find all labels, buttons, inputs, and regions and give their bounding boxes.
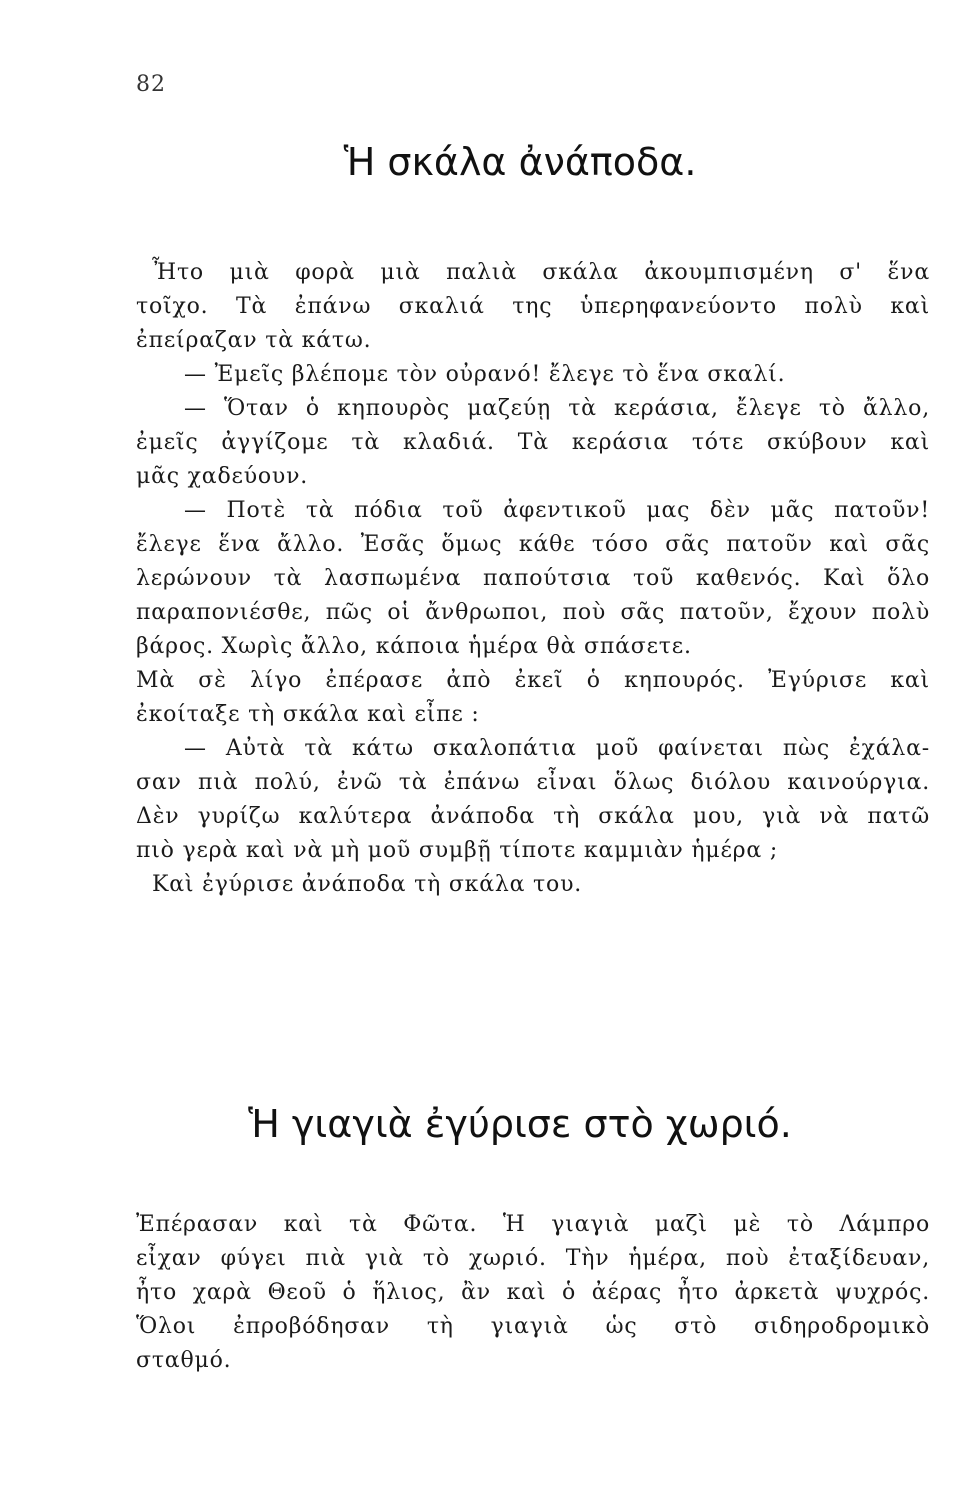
- text-line: ἔλεγε ἕνα ἄλλο. Ἐσᾶς ὅμως κάθε τόσο σᾶς πατοῦν καὶ σᾶς: [136, 532, 930, 557]
- text-line: — Ὅταν ὁ κηπουρὸς μαζεύῃ τὰ κεράσια, ἔλεγε τὸ ἄλλο,: [184, 396, 930, 421]
- text-line: Ἦτο μιὰ φορὰ μιὰ παλιὰ σκάλα ἀκουμπισμένη σ' ἕνα: [152, 260, 930, 285]
- text-line: ἐμεῖς ἀγγίζομε τὰ κλαδιά. Τὰ κεράσια τότε σκύβουν καὶ: [136, 430, 930, 455]
- text-line: — Αὐτὰ τὰ κάτω σκαλοπάτια μοῦ φαίνεται πὼς ἐχάλα-: [184, 736, 930, 761]
- story-title: Ἡ σκάλα ἀνάποδα.: [343, 140, 697, 184]
- text-line: Καὶ ἐγύρισε ἀνάποδα τὴ σκάλα του.: [152, 872, 583, 897]
- text-line: ἦτο χαρὰ Θεοῦ ὁ ἥλιος, ἂν καὶ ὁ ἀέρας ἦτο ἀρκετὰ ψυχρός.: [136, 1280, 930, 1305]
- story-body: [136, 256, 930, 902]
- text-line: — Ποτὲ τὰ πόδια τοῦ ἀφεντικοῦ μας δὲν μᾶς πατοῦν!: [184, 498, 930, 523]
- text-line: Δὲν γυρίζω καλύτερα ἀνάποδα τὴ σκάλα μου, γιὰ νὰ πατῶ: [136, 804, 930, 829]
- text-line: βάρος. Χωρὶς ἄλλο, κάποια ἡμέρα θὰ σπάσετε.: [136, 634, 692, 659]
- story-title: Ἡ γιαγιὰ ἐγύρισε στὸ χωριό.: [248, 1102, 792, 1146]
- text-line: Ἐπέρασαν καὶ τὰ Φῶτα. Ἡ γιαγιὰ μαζὶ μὲ τὸ Λάμπρο: [136, 1212, 930, 1237]
- text-line: λερώνουν τὰ λασπωμένα παπούτσια τοῦ καθενός. Καὶ ὅλο: [136, 566, 930, 591]
- text-line: παραπονιέσθε, πῶς οἱ ἄνθρωποι, ποὺ σᾶς πατοῦν, ἔχουν πολὺ: [136, 600, 930, 625]
- text-line: πιὸ γερὰ καὶ νὰ μὴ μοῦ συμβῇ τίποτε καμμιὰν ἡμέρα ;: [136, 838, 779, 863]
- text-line: τοῖχο. Τὰ ἐπάνω σκαλιά της ὑπερηφανεύοντο πολὺ καὶ: [136, 294, 930, 319]
- text-line: μᾶς χαδεύουν.: [136, 464, 309, 489]
- text-line: ἐκοίταξε τὴ σκάλα καὶ εἶπε :: [136, 702, 480, 727]
- text-line: σταθμό.: [136, 1348, 232, 1373]
- text-line: εἶχαν φύγει πιὰ γιὰ τὸ χωριό. Τὴν ἡμέρα, ποὺ ἐταξίδευαν,: [136, 1246, 930, 1271]
- text-line: σαν πιὰ πολύ, ἐνῶ τὰ ἐπάνω εἶναι ὅλως διόλου καινούργια.: [136, 770, 930, 795]
- story-body: [136, 1208, 930, 1378]
- text-line: — Ἐμεῖς βλέπομε τὸν οὐρανό! ἔλεγε τὸ ἕνα σκαλί.: [184, 362, 786, 387]
- page-number: 82: [136, 72, 166, 97]
- text-line: ἐπείραζαν τὰ κάτω.: [136, 328, 372, 353]
- text-line: Μὰ σὲ λίγο ἐπέρασε ἀπὸ ἐκεῖ ὁ κηπουρός. Ἐγύρισε καὶ: [136, 668, 930, 693]
- text-line: Ὅλοι ἐπροβόδησαν τὴ γιαγιὰ ὡς στὸ σιδηροδρομικὸ: [136, 1314, 930, 1339]
